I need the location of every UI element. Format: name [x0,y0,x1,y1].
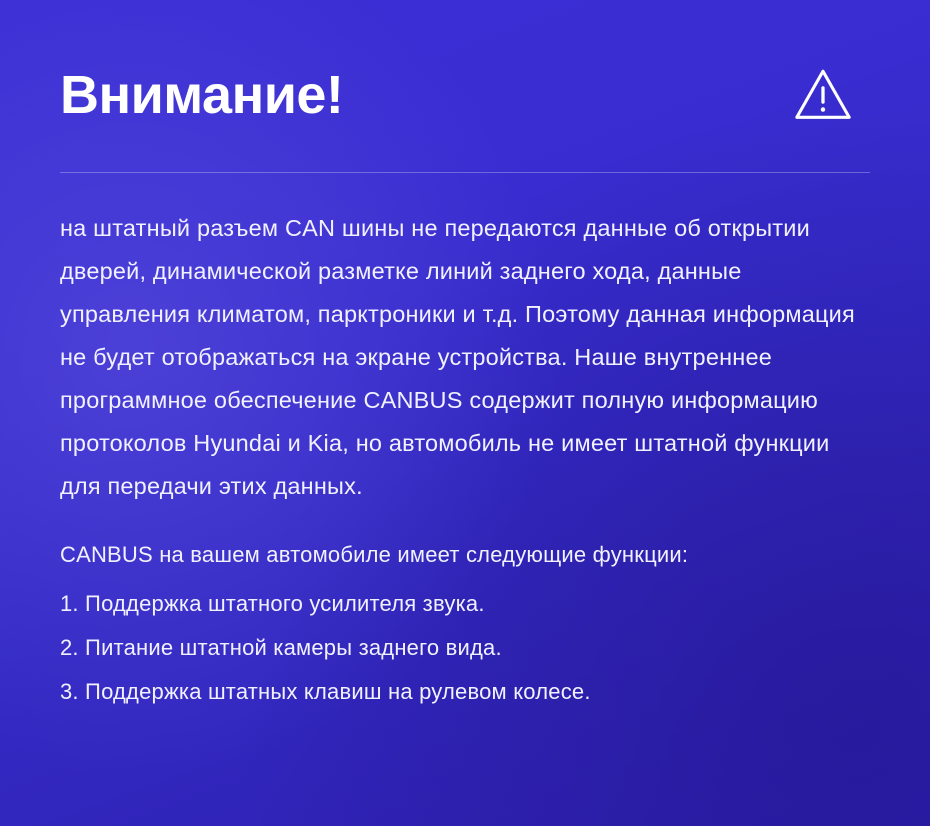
section-spacer [60,508,870,534]
feature-list [60,582,870,714]
header-divider [60,172,870,173]
warning-triangle-icon [792,64,854,126]
features-intro: CANBUS на вашем автомобиле имеет следующие функции: [60,542,689,567]
main-paragraph: на штатный разъем CAN шины не передаются данные об открытии дверей, динамической разметке линий заднего хода, данные управления климатом, парктроники и т.д. Поэтому данная информация не будет отображаться на экране устройства. Наше внутреннее программное обеспечение CANBUS содержит полную информацию протоколов Hyundai и Kia, но автомобиль не имеет штатной функции для передачи этих данных. [60,215,855,499]
list-item: 3. Поддержка штатных клавиш на рулевом колесе. [60,679,591,704]
banner-header [60,0,870,172]
page-title: Внимание! [60,64,344,125]
list-item: 1. Поддержка штатного усилителя звука. [60,591,485,616]
list-item: 2. Питание штатной камеры заднего вида. [60,635,502,660]
